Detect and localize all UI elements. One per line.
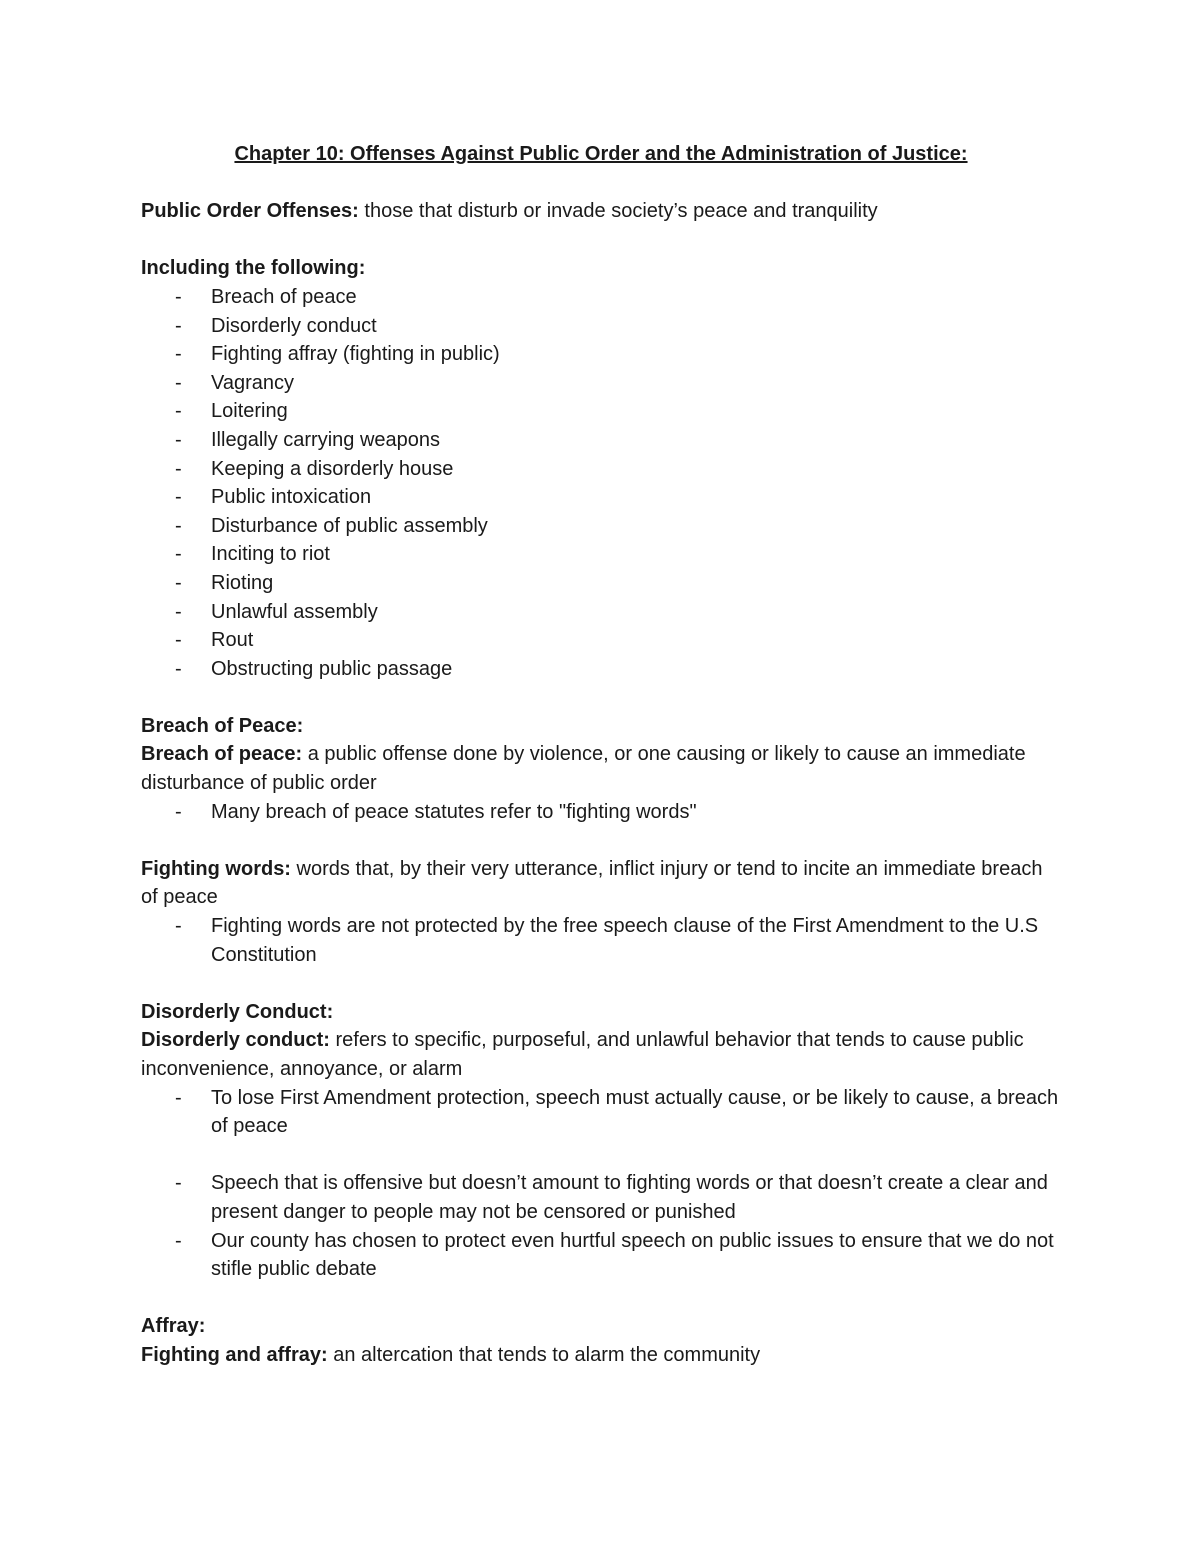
fighting-words-term: Fighting words: [141, 857, 291, 880]
list-item-text: Inciting to riot [211, 543, 330, 566]
spacer [141, 826, 1061, 855]
list-item-text: Illegally carrying weapons [211, 428, 441, 451]
dash-marker: - [175, 571, 182, 594]
breach-definition [141, 740, 1061, 797]
spacer [141, 969, 1061, 998]
dash-marker: - [175, 1086, 182, 1109]
dash-marker: - [175, 800, 182, 823]
offense-list [141, 283, 1061, 683]
dash-marker: - [175, 285, 182, 308]
list-item [141, 1169, 1061, 1226]
list-item [141, 340, 1061, 369]
dash-marker: - [175, 428, 182, 451]
list-item-text: Fighting affray (fighting in public) [211, 343, 500, 366]
dash-marker: - [175, 314, 182, 337]
list-item [141, 369, 1061, 398]
list-item-text: Rioting [211, 571, 274, 594]
dash-marker: - [175, 657, 182, 680]
breach-term: Breach of peace: [141, 743, 303, 766]
list-item [141, 1227, 1061, 1284]
list-item-text: Fighting words are not protected by the free speech clause of the First Amendment to the U.S Constitution [211, 915, 1039, 966]
list-item [141, 626, 1061, 655]
list-item-text: Vagrancy [211, 371, 295, 394]
dash-marker: - [175, 371, 182, 394]
breach-heading: Breach of Peace: [141, 714, 304, 737]
dash-marker: - [175, 514, 182, 537]
breach-bullets [141, 798, 1061, 827]
list-item [141, 598, 1061, 627]
list-item [141, 540, 1061, 569]
spacer [141, 169, 1061, 198]
spacer [141, 1284, 1061, 1313]
dash-marker: - [175, 486, 182, 509]
breach-text: a public offense done by violence, or one causing or likely to cause an immediate disturbance of public order [141, 743, 1026, 795]
document-page [141, 140, 1061, 1370]
list-item-text: Loitering [211, 400, 288, 423]
affray-text: an altercation that tends to alarm the community [327, 1343, 761, 1366]
spacer [141, 226, 1061, 255]
list-item-text: Public intoxication [211, 486, 372, 509]
dash-marker: - [175, 457, 182, 480]
list-item-text: Our county has chosen to protect even hurtful speech on public issues to ensure that we do not stifle public debate [211, 1229, 1054, 1281]
list-item [141, 426, 1061, 455]
list-item [141, 455, 1061, 484]
list-item-text: Unlawful assembly [211, 600, 378, 623]
dash-marker: - [175, 600, 182, 623]
list-item [141, 798, 1061, 827]
list-item-text: To lose First Amendment protection, speech must actually cause, or be likely to cause, a breach of peace [211, 1086, 1059, 1138]
including-heading: Including the following: [141, 257, 366, 280]
dash-marker: - [175, 629, 182, 652]
list-item [141, 283, 1061, 312]
dash-marker: - [175, 915, 182, 938]
disorderly-bullets-2 [141, 1169, 1061, 1283]
page-title: Chapter 10: Offenses Against Public Order and the Administration of Justice: [234, 143, 968, 165]
affray-heading: Affray: [141, 1315, 206, 1338]
disorderly-term: Disorderly conduct: [141, 1029, 330, 1052]
dash-marker: - [175, 343, 182, 366]
list-item [141, 1084, 1061, 1141]
public-order-term: Public Order Offenses: [141, 200, 359, 223]
list-item-text: Rout [211, 629, 254, 652]
list-item [141, 512, 1061, 541]
fighting-words-bullets [141, 912, 1061, 969]
list-item [141, 397, 1061, 426]
disorderly-text: refers to specific, purposeful, and unlawful behavior that tends to cause public inconvenience, annoyance, or alarm [141, 1029, 1024, 1080]
affray-term: Fighting and affray: [141, 1343, 328, 1366]
list-item-text: Keeping a disorderly house [211, 457, 454, 480]
spacer [141, 683, 1061, 712]
list-item [141, 655, 1061, 684]
disorderly-bullets-1 [141, 1084, 1061, 1141]
dash-marker: - [175, 1229, 182, 1252]
public-order-definition [141, 197, 1061, 226]
list-item-text: Breach of peace [211, 285, 357, 308]
list-item [141, 912, 1061, 969]
list-item [141, 312, 1061, 341]
disorderly-heading: Disorderly Conduct: [141, 1000, 334, 1023]
public-order-text: those that disturb or invade society’s peace and tranquility [358, 200, 878, 223]
list-item [141, 569, 1061, 598]
list-item-text: Disorderly conduct [211, 314, 377, 337]
fighting-words-text: words that, by their very utterance, inflict injury or tend to incite an immediate breach of peace [141, 857, 1043, 909]
spacer [141, 1141, 1061, 1170]
affray-definition [141, 1341, 1061, 1370]
disorderly-definition [141, 1026, 1061, 1083]
dash-marker: - [175, 1172, 182, 1195]
dash-marker: - [175, 543, 182, 566]
list-item-text: Disturbance of public assembly [211, 514, 488, 537]
list-item-text: Obstructing public passage [211, 657, 453, 680]
list-item-text: Speech that is offensive but doesn’t amount to fighting words or that doesn’t create a clear and present danger to people may not be censored or punished [211, 1172, 1048, 1223]
fighting-words-definition [141, 855, 1061, 912]
list-item [141, 483, 1061, 512]
dash-marker: - [175, 400, 182, 423]
list-item-text: Many breach of peace statutes refer to "fighting words" [211, 800, 697, 823]
